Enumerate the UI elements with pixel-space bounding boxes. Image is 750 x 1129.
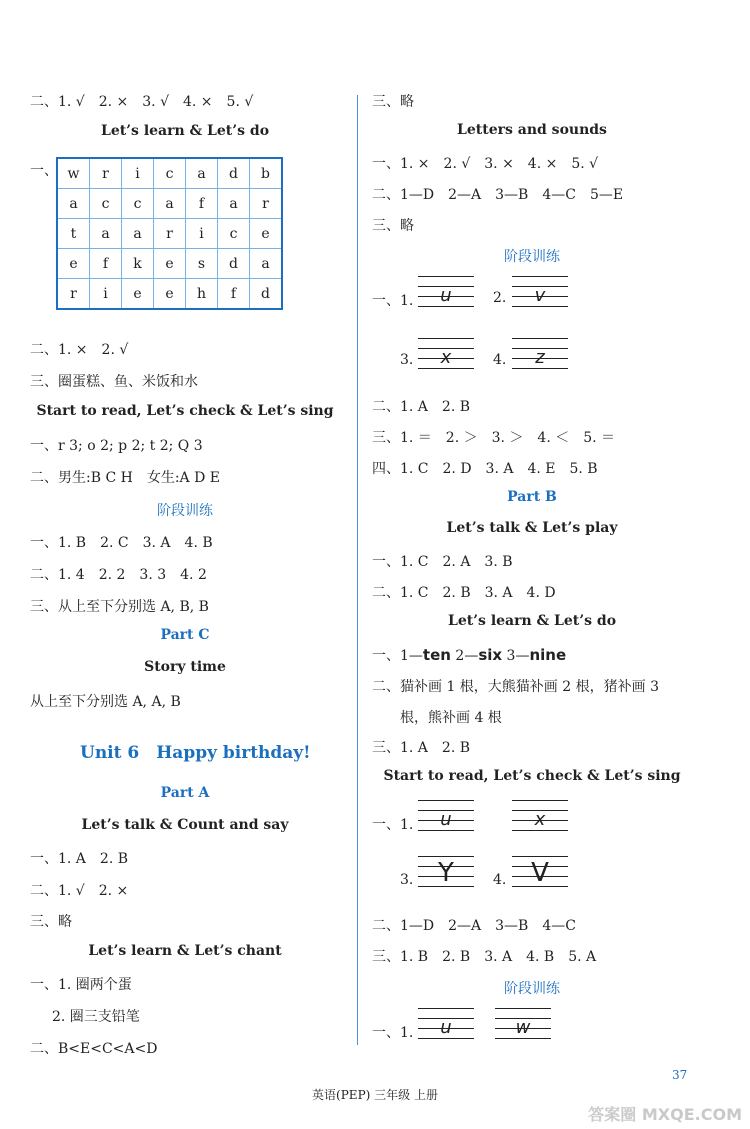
section-heading: Let’s learn & Let’s chant [88,943,282,959]
section-heading: Story time [144,659,226,675]
left-answer-line: 一、1. 圈两个蛋 [30,977,132,993]
grid-cell: i [122,158,154,189]
handwritten-letter: x [440,347,452,368]
exercise-number: 一、1. [372,817,414,833]
handwriting-lines [512,856,568,890]
right-answer-line: 三、略 [372,218,414,234]
right-answer-line: 三、1. B 2. B 3. A 4. B 5. A [372,949,597,965]
grid-cell: c [218,219,250,249]
handwritten-letter: u [440,285,452,306]
grid-cell: a [250,249,283,279]
grid-cell: s [186,249,218,279]
handwriting-lines [418,276,474,310]
handwriting-lines [512,276,568,310]
grid-cell: r [57,279,90,310]
part-heading: Part B [507,489,557,505]
grid-cell: d [218,249,250,279]
exercise-number: 3. [400,352,414,368]
grid-cell: t [57,219,90,249]
grid-cell: e [154,249,186,279]
handwritten-letter: x [534,809,546,830]
left-answer-line: 三、圈蛋糕、鱼、米饭和水 [30,374,198,390]
answer-prefix: 一、1— [372,648,423,664]
handwritten-letter: Y [438,858,454,888]
handwriting-lines [418,338,474,372]
right-answer-line: 四、1. C 2. D 3. A 4. E 5. B [372,461,598,477]
left-answer-line: 一、1. A 2. B [30,851,129,867]
grid-cell: w [57,158,90,189]
part-heading: Part A [160,785,210,801]
left-answer-line: 一、r 3; o 2; p 2; t 2; Q 3 [30,438,203,454]
grid-cell: a [122,219,154,249]
section-heading: Let’s learn & Let’s do [447,613,617,629]
grid-cell: i [90,279,122,310]
handwriting-lines [512,800,568,834]
grid-cell: e [250,219,283,249]
section-heading: Start to read, Let’s check & Let’s sing [383,768,681,784]
handwritten-letter: u [440,809,452,830]
left-answer-line: 三、略 [30,914,72,930]
section-heading: 阶段训练 [504,981,560,997]
grid-cell: a [154,189,186,219]
book-title: 英语(PEP) 三年级 上册 [312,1088,438,1102]
grid-row [57,279,282,310]
left-answer-line: 二、1. × 2. √ [30,342,129,358]
grid-row [57,249,282,279]
right-answer-line: 三、1. A 2. B [372,740,471,756]
grid-cell: h [186,279,218,310]
grid-cell: a [218,189,250,219]
section-heading: 阶段训练 [157,503,213,519]
grid-cell: i [186,219,218,249]
exercise-number: 2. [493,290,507,306]
grid-row [57,158,282,189]
exercise-number: 3. [400,872,414,888]
grid-cell: c [154,158,186,189]
grid-cell: c [122,189,154,219]
grid-cell: d [250,279,283,310]
left-answer-line: 一、1. B 2. C 3. A 4. B [30,535,213,551]
exercise-number: 一、1. [372,293,414,309]
word-six: six [478,646,503,664]
right-answer-line: 三、1. ＝ 2. ＞ 3. ＞ 4. ＜ 5. ＝ [372,430,616,446]
matching-answer-line [372,645,566,665]
answer-number: 3— [506,648,530,664]
grid-cell: a [90,219,122,249]
answer-number: 2— [455,648,479,664]
left-answer-line: 二、1. √ 2. × [30,883,129,899]
left-answer-line: 三、从上至下分别选 A, B, B [30,599,209,615]
grid-cell: e [154,279,186,310]
watermark: 答案圈 MXQE.COM [588,1105,742,1124]
unit-title: Unit 6 Happy birthday! [80,743,311,763]
grid-cell: c [90,189,122,219]
handwritten-letter: V [531,858,549,888]
left-answer-line: 2. 圈三支铅笔 [52,1009,140,1025]
right-answer-line: 三、略 [372,94,414,110]
section-heading: Letters and sounds [457,122,607,138]
grid-cell: e [122,279,154,310]
right-answer-line: 二、猫补画 1 根，大熊猫补画 2 根，猪补画 3 [372,679,659,695]
right-answer-line: 二、1—D 2—A 3—B 4—C [372,918,576,934]
part-heading: Part C [160,627,210,643]
handwriting-lines [418,800,474,834]
handwriting-lines [512,338,568,372]
column-divider [357,95,358,1045]
exercise-number: 4. [493,872,507,888]
handwriting-lines [418,1008,474,1042]
section-heading: Let’s talk & Count and say [81,817,289,833]
grid-cell: r [250,189,283,219]
handwritten-letter: w [515,1017,531,1038]
grid-cell: b [250,158,283,189]
right-answer-line: 根，熊补画 4 根 [400,710,502,726]
left-answer-line: 二、B<E<C<A<D [30,1041,158,1057]
grid-cell: f [90,249,122,279]
exercise-number: 一、1. [372,1025,414,1041]
section-heading: Let’s talk & Let’s play [446,520,618,536]
right-answer-line: 二、1. A 2. B [372,399,471,415]
left-answer-line: 二、1. √ 2. × 3. √ 4. × 5. √ [30,94,254,110]
right-answer-line: 二、1. C 2. B 3. A 4. D [372,585,556,601]
grid-cell: r [154,219,186,249]
grid-row [57,189,282,219]
grid-label: 一、 [30,163,58,179]
right-answer-line: 一、1. × 2. √ 3. × 4. × 5. √ [372,156,599,172]
section-heading: Let’s learn & Let’s do [100,123,270,139]
grid-cell: e [57,249,90,279]
grid-cell: k [122,249,154,279]
exercise-number: 4. [493,352,507,368]
handwriting-lines [495,1008,551,1042]
handwriting-lines [418,856,474,890]
grid-cell: a [186,158,218,189]
grid-cell: d [218,158,250,189]
word-search-grid [56,157,283,310]
word-ten: ten [422,646,451,664]
handwritten-letter: u [440,1017,452,1038]
grid-cell: a [57,189,90,219]
page-footer [0,1086,750,1103]
handwritten-letter: v [534,285,546,306]
left-answer-line: 从上至下分别选 A, A, B [30,694,181,710]
left-answer-line: 二、1. 4 2. 2 3. 3 4. 2 [30,567,207,583]
section-heading: Start to read, Let’s check & Let’s sing [36,403,334,419]
grid-cell: r [90,158,122,189]
right-answer-line: 二、1—D 2—A 3—B 4—C 5—E [372,187,624,203]
left-answer-line: 二、男生:B C H 女生:A D E [30,470,220,486]
grid-cell: f [186,189,218,219]
word-nine: nine [529,646,567,664]
handwritten-letter: z [535,347,545,368]
section-heading: 阶段训练 [504,249,560,265]
grid-cell: f [218,279,250,310]
grid-row [57,219,282,249]
right-answer-line: 一、1. C 2. A 3. B [372,554,513,570]
page-number: 37 [672,1068,688,1082]
